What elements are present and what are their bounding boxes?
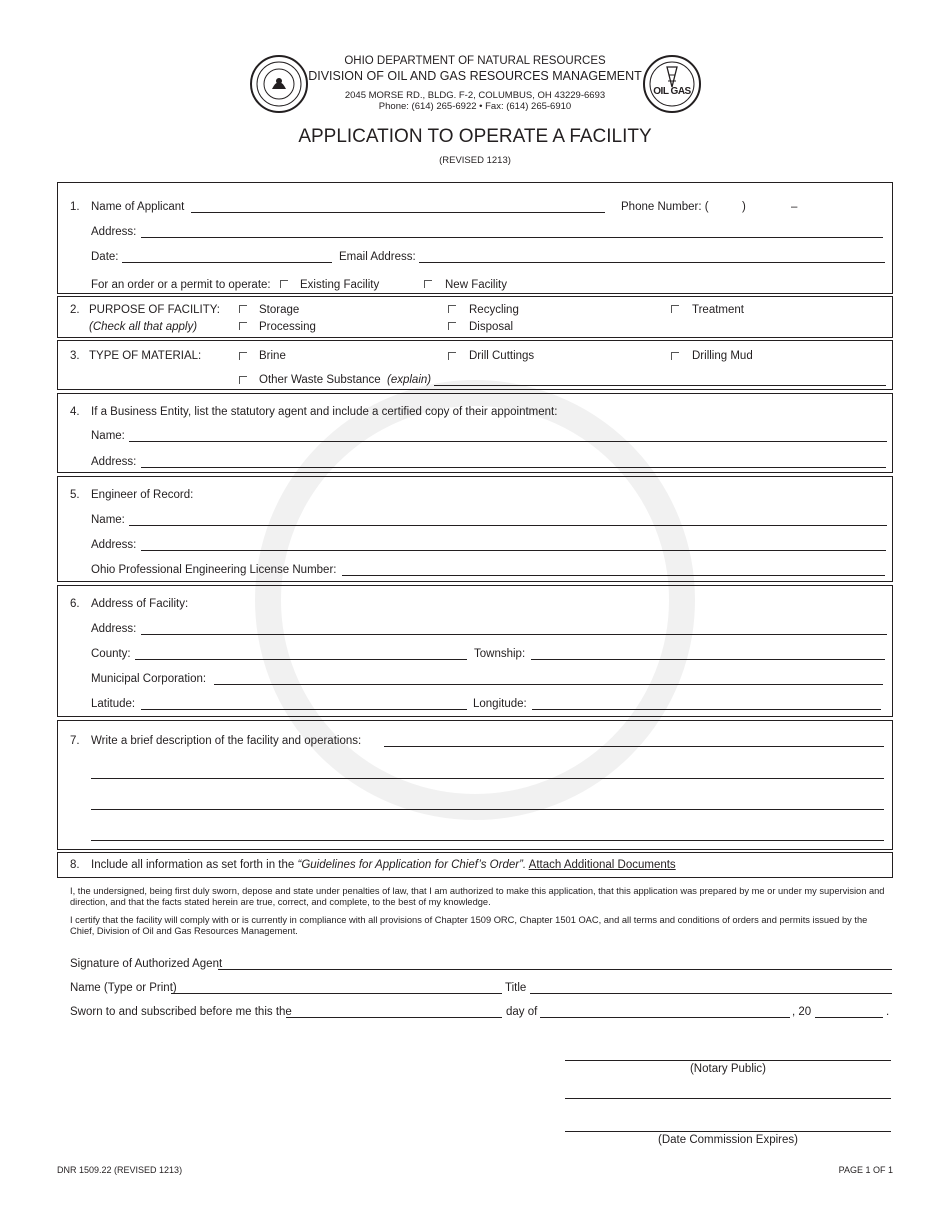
applicant-address-label: Address: [91,226,137,238]
longitude-field[interactable] [532,709,881,710]
section-7-description [57,720,893,850]
sworn-period: . [886,1006,890,1018]
section-8-text [91,859,676,872]
longitude-label: Longitude: [473,698,527,710]
seal-right-text: OIL GAS [653,86,691,97]
email-field[interactable] [419,262,885,263]
applicant-address-field[interactable] [141,237,883,238]
latitude-field[interactable] [141,709,467,710]
print-name-field[interactable] [171,993,502,994]
existing-facility-label: Existing Facility [300,279,380,291]
sworn-month-field[interactable] [540,1017,790,1018]
engineer-name-label: Name: [91,514,125,526]
department-name: OHIO DEPARTMENT OF NATURAL RESOURCES [344,55,606,67]
description-line-2[interactable] [91,778,884,779]
latitude-label: Latitude: [91,698,136,710]
other-waste-label: Other Waste Substance [259,374,381,386]
license-number-label: Ohio Professional Engineering License Number: [91,564,337,576]
county-label: County: [91,648,131,660]
section-6-number: 6. [70,598,80,610]
notary-signature-field[interactable] [565,1060,891,1061]
description-line-1[interactable] [384,746,884,747]
material-label: TYPE OF MATERIAL: [89,350,202,362]
section-3-material [57,340,893,390]
agent-address-label: Address: [91,456,137,468]
agent-name-label: Name: [91,430,125,442]
engineer-label: Engineer of Record: [91,489,194,501]
date-label: Date: [91,251,119,263]
year-prefix: , 20 [792,1006,812,1018]
section-8-number: 8. [70,859,80,871]
storage-checkbox[interactable] [239,305,247,313]
disposal-label: Disposal [469,321,514,333]
disposal-checkbox[interactable] [448,322,456,330]
township-label: Township: [474,648,526,660]
section-7-number: 7. [70,735,80,747]
recycling-checkbox[interactable] [448,305,456,313]
order-permit-label: For an order or a permit to operate: [91,279,271,291]
attach-documents: Attach Additional Documents [528,859,676,871]
engineer-address-field[interactable] [141,550,886,551]
sworn-day-field[interactable] [286,1017,502,1018]
division-name: DIVISION OF OIL AND GAS RESOURCES MANAGEMENT [308,69,642,83]
page-number: PAGE 1 OF 1 [838,1165,893,1175]
purpose-sublabel: (Check all that apply) [89,321,198,333]
sworn-label: Sworn to and subscribed before me this the [70,1006,292,1018]
processing-checkbox[interactable] [239,322,247,330]
date-field[interactable] [122,262,332,263]
agent-name-field[interactable] [129,441,887,442]
municipal-field[interactable] [214,684,883,685]
existing-facility-checkbox[interactable] [280,280,288,288]
facility-address-field[interactable] [141,634,887,635]
form-revision: (REVISED 1213) [439,155,511,166]
sworn-year-field[interactable] [815,1017,883,1018]
form-id: DNR 1509.22 (REVISED 1213) [57,1165,183,1175]
township-field[interactable] [531,659,885,660]
phone-dash: – [791,201,798,213]
guidelines-title: “Guidelines for Application for Chief’s Order”. [297,859,527,871]
certification-paragraph-2: I certify that the facility will comply with or is currently in compliance with all provisions of Chapter 1509 ORC, Chapter 1501 OAC, and all terms and conditions of orders and permits issued by the Chief, Division of Oil and Gas Resources Management. [70,915,868,937]
phone-label: Phone Number: ( [621,201,709,213]
brine-label: Brine [259,350,286,362]
applicant-name-field[interactable] [191,212,605,213]
section-2-number: 2. [70,304,80,316]
section-3-number: 3. [70,350,80,362]
other-waste-explain: (explain) [387,374,432,386]
agent-signature-field[interactable] [218,969,892,970]
section-4-number: 4. [70,406,80,418]
section-8-guidelines [57,852,893,878]
section-1-number: 1. [70,201,80,213]
commission-expires-label: (Date Commission Expires) [658,1134,798,1146]
title-label: Title [505,982,527,994]
description-line-3[interactable] [91,809,884,810]
applicant-name-label: Name of Applicant [91,201,185,213]
section-6-facility-address [57,585,893,717]
recycling-label: Recycling [469,304,519,316]
new-facility-checkbox[interactable] [424,280,432,288]
drilling-mud-checkbox[interactable] [671,352,679,360]
notary-extra-field[interactable] [565,1098,891,1099]
notary-public-label: (Notary Public) [689,1063,767,1075]
day-of-label: day of [506,1006,538,1018]
treatment-checkbox[interactable] [671,305,679,313]
email-label: Email Address: [339,251,416,263]
header-address: 2045 MORSE RD., BLDG. F-2, COLUMBUS, OH 43229-6693 [344,90,606,101]
license-number-field[interactable] [342,575,885,576]
print-name-label: Name (Type or Print) [70,982,177,994]
section-5-number: 5. [70,489,80,501]
engineer-name-field[interactable] [129,525,887,526]
brine-checkbox[interactable] [239,352,247,360]
new-facility-label: New Facility [445,279,507,291]
other-waste-checkbox[interactable] [239,376,247,384]
description-line-4[interactable] [91,840,884,841]
commission-expires-field[interactable] [565,1131,891,1132]
agent-signature-label: Signature of Authorized Agent [70,958,223,970]
storage-label: Storage [259,304,300,316]
treatment-label: Treatment [692,304,744,316]
processing-label: Processing [259,321,316,333]
certification-paragraph-1: I, the undersigned, being first duly sworn, depose and state under penalties of law, that I am authorized to make this application, that this application was prepared by me or under my supervision and direction, and that the facts stated herein are true, correct, and complete, to the best of my knowledge. [70,886,885,908]
section-2-purpose [57,296,893,338]
drilling-mud-label: Drilling Mud [692,350,753,362]
municipal-label: Municipal Corporation: [91,673,207,685]
form-title: APPLICATION TO OPERATE A FACILITY [298,126,652,147]
facility-address-label: Address: [91,623,137,635]
other-waste-field[interactable] [434,385,886,386]
description-label: Write a brief description of the facility and operations: [91,735,362,747]
agent-address-field[interactable] [141,467,886,468]
facility-address-heading: Address of Facility: [91,598,189,610]
statutory-agent-label: If a Business Entity, list the statutory agent and include a certified copy of their appointment: [91,406,558,418]
purpose-label: PURPOSE OF FACILITY: [89,304,221,316]
phone-paren: ) [742,201,746,213]
title-field[interactable] [530,993,892,994]
section-5-engineer [57,476,893,582]
county-field[interactable] [135,659,467,660]
section-4-statutory-agent [57,393,893,473]
drill-cuttings-label: Drill Cuttings [469,350,535,362]
drill-cuttings-checkbox[interactable] [448,352,456,360]
header-contact: Phone: (614) 265-6922 • Fax: (614) 265-6910 [378,101,572,112]
section-1-applicant [57,182,893,294]
guidelines-intro: Include all information as set forth in the [91,859,295,871]
engineer-address-label: Address: [91,539,137,551]
